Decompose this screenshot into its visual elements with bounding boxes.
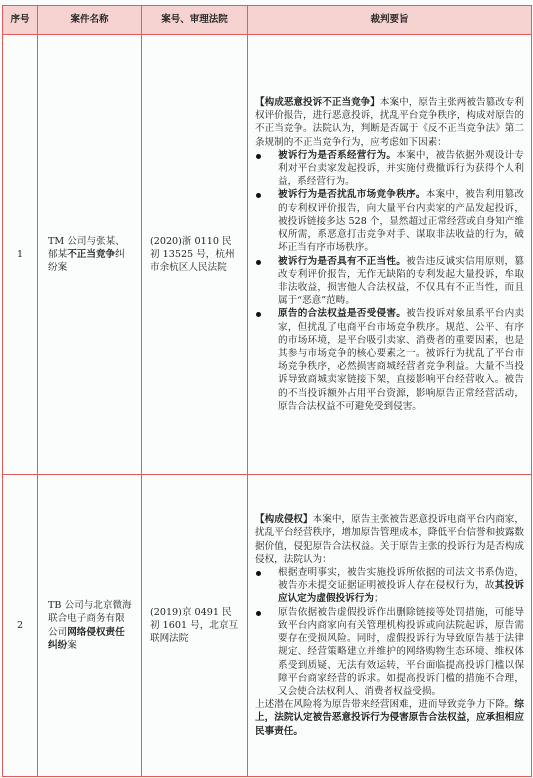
case-name-suffix: 纠纷案 [48, 248, 125, 274]
point-text: 根据查明事实，被告实施投诉所依据的司法文书系伪造，被告亦未提交证据证明被投诉人存在侵权行为，故 [278, 567, 524, 592]
list-item [255, 307, 524, 413]
case-name-cause: 不正当竞争 [67, 248, 116, 260]
point-heading: 原告的合法权益是否受侵害。 [278, 308, 407, 320]
point-text: 原告依据被告虚假投诉作出删除链接等处罚措施，可能导致平台内商家向有关管理机构投诉或向法院起诉，原告需要存在受损风险。同时，虚假投诉行为导致原告基于法律规定、经营策略建立并维护的网络购物生态环境、维权体系受到质疑、无法有效运转，平台面临提高投诉门槛以保障平台商家经营的诉求。如提高投诉门槛的措施不合理，又会使合法权利人、消费者权益受损。 [278, 606, 524, 697]
ruling-lead-title: 【构成恶意投诉不正当竞争】 [255, 97, 380, 109]
list-item [255, 606, 524, 698]
bullet-icon [256, 611, 261, 616]
case-name-suffix: 案 [67, 639, 77, 651]
list-item [255, 188, 524, 254]
table-row [3, 35, 532, 475]
ruling-conclusion [255, 698, 524, 738]
header-case-name: 案件名称 [38, 6, 142, 35]
point-text: 本案中，被告依据外观设计专利对平台卖家发起投诉，并实施付费撤诉行为获得个人利益，系经营行为。 [278, 149, 524, 188]
ruling-lead [255, 96, 524, 149]
point-heading: 被诉行为是否具有不正当性。 [278, 255, 407, 267]
row-number: 1 [3, 35, 38, 475]
row-number: 2 [3, 475, 38, 777]
ruling-lead-title: 【构成侵权】 [255, 514, 313, 526]
point-text: 被告投诉对象虽系平台内卖家，但扰乱了电商平台市场竞争秩序。规范、公平、有序的市场环境，是平台吸引卖家、消费者的重要因素，也是其参与市场竞争的核心要素之一。被诉行为扰乱了平台市场竞争秩序，必然损害商城经营者竞争利益。大量不当投诉导致商城卖家链接下架，直接影响平台经营收入。被告的不当投诉额外占用平台资源，影响原告正常经营活动，原告合法权益不可避免受到侵害。 [278, 308, 525, 412]
cases-table [2, 5, 532, 777]
case-name-parties: TB 公司与北京微海联合电子商务有限公司 [48, 600, 132, 638]
ruling-lead [255, 513, 524, 566]
ruling-lead-text: 本案中，原告主张被告恶意投诉电商平台内商家，扰乱平台经营秩序，增加原告管理成本，降低平台信誉和披露数据价值，侵犯原告合法权益。关于原告主张的投诉行为是否构成侵权，法院认为： [255, 514, 525, 565]
case-number-court: (2019)京 0491 民初 1601 号，北京互联网法院 [142, 475, 248, 777]
point-conclusion: 其投诉应认定为虚假投诉行为 [278, 580, 525, 605]
point-heading: 被诉行为是否系经营行为。 [278, 149, 397, 161]
case-name-cause: 网络侵权责任纠纷 [48, 626, 125, 651]
list-item [255, 255, 524, 308]
case-name-parties: TM 公司与张某、郁某 [48, 235, 125, 260]
point-heading: 被诉行为是否扰乱市场竞争秩序。 [278, 189, 426, 201]
point-text: 本案中，被告利用篡改的专利权评价报告，向大量平台内卖家的产品发起投诉，被投诉链接多达 528 个，显然超过正常经营或自身知产维权所需，系恶意打击竞争对手、谋取非法收益的行为，破坏正当有序市场秩序。 [278, 189, 525, 254]
ruling-summary [248, 475, 532, 777]
bullet-icon [256, 571, 261, 576]
point-text: 被告违反诚实信用原则，篡改专利评价报告，无作无缺陷的专利发起大量投诉，牟取非法收益，损害他人合法权益，不仅具有不正当性，而且属于“恶意”范畴。 [278, 255, 525, 307]
header-number: 序号 [3, 6, 38, 35]
case-name [38, 35, 142, 475]
ruling-lead-text: 本案中，原告主张两被告篡改专利权评价报告，进行恶意投诉，扰乱平台竞争秩序，构成对原告的不正当竞争。法院认为，判断是否属于《反不正当竞争法》第二条规制的不正当竞争行为，应考虑如下因素： [255, 97, 525, 148]
header-ruling-summary: 裁判要旨 [248, 6, 532, 35]
case-number-court: (2020)浙 0110 民初 13525 号，杭州市余杭区人民法院 [142, 35, 248, 475]
bullet-icon [256, 260, 261, 265]
list-item [255, 149, 524, 189]
conclusion-text: 上述潜在风险将为原告带来经营困难，进而导致竞争力下降。 [255, 699, 515, 711]
bullet-icon [256, 193, 261, 198]
ruling-points-list [255, 566, 524, 698]
bullet-icon [256, 154, 261, 159]
case-name [38, 475, 142, 777]
table-header-row [3, 6, 532, 35]
ruling-summary [248, 35, 532, 475]
list-item [255, 566, 524, 606]
bullet-icon [256, 312, 261, 317]
point-text-end: ； [373, 593, 384, 605]
conclusion-holding: 综上，法院认定被告恶意投诉行为侵害原告合法权益，应承担相应民事责任。 [255, 699, 524, 737]
ruling-points-list [255, 149, 524, 413]
header-case-number-court: 案号、审理法院 [142, 6, 248, 35]
table-row [3, 475, 532, 777]
